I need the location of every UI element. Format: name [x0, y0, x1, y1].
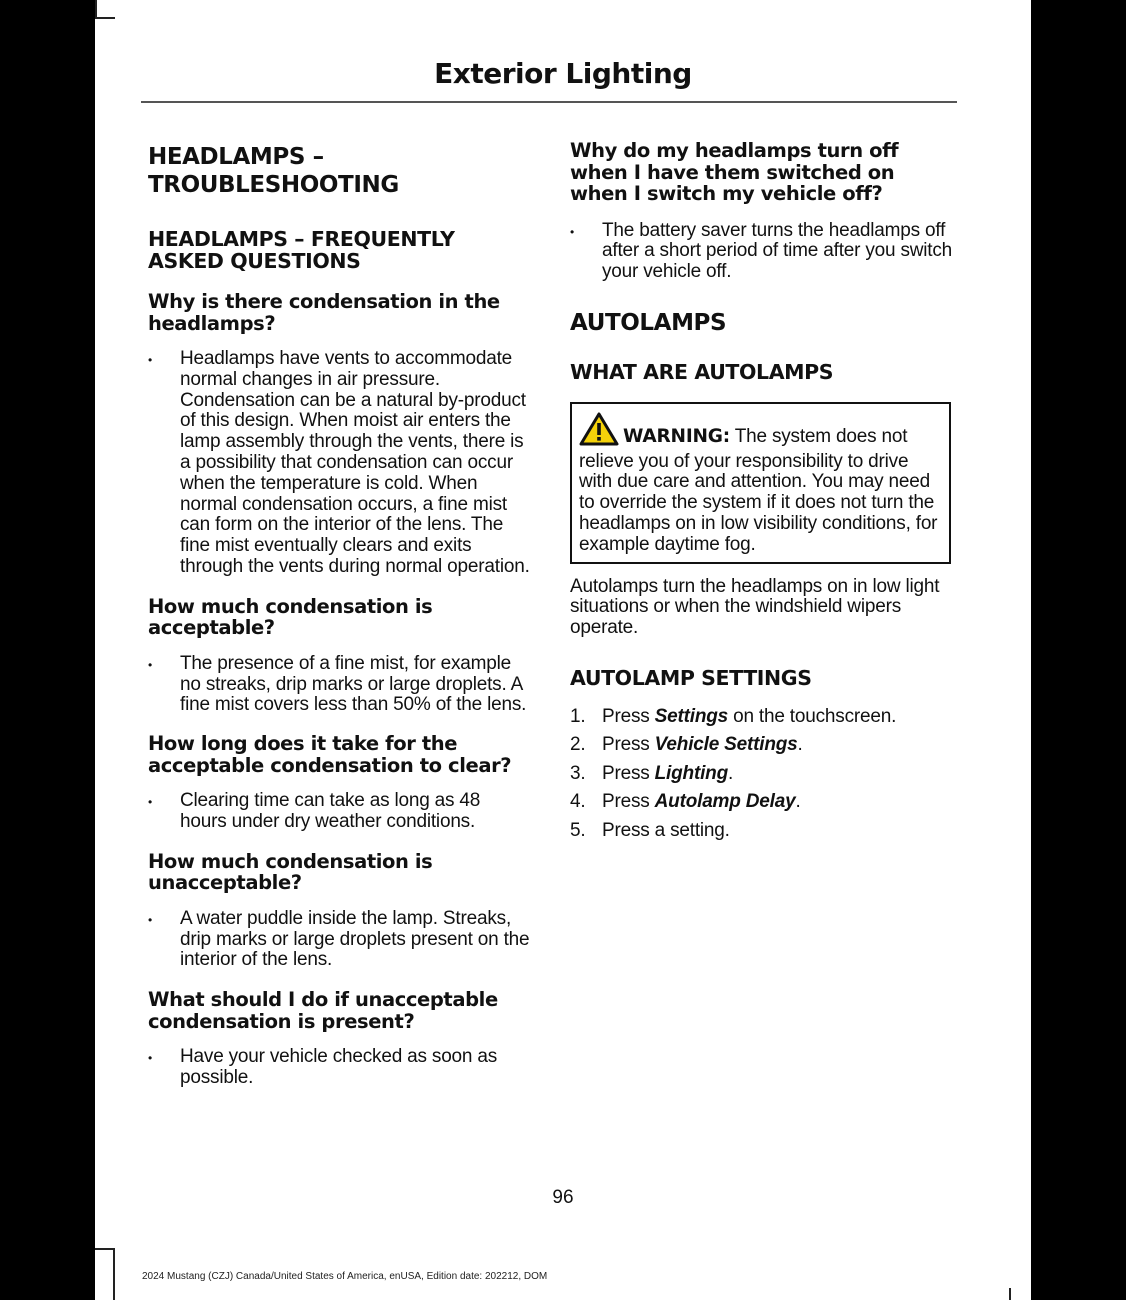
answer-list-5: [148, 1047, 538, 1089]
question-1: Why is there condensation in the headlamps?: [148, 290, 500, 335]
autolamps-heading: AUTOLAMPS: [570, 309, 727, 336]
page-number: 96: [552, 1187, 574, 1208]
list-item: • Headlamps have vents to accommodate normal changes in air pressure. Condensation can be a natural by-product of this design. When moist air enters the lamp assembly through the vents, there is a possibility that condensation can occur when the temperature is cold. When normal condensation occurs, a fine mist can form on the interior of the lens. The fine mist eventually clears and exits through the vents during normal operation.: [148, 349, 530, 578]
crop-mark-bottom-left-v: [113, 1248, 115, 1300]
faq-heading: HEADLAMPS – FREQUENTLY ASKED QUESTIONS: [148, 227, 455, 273]
warning-triangle-icon: [579, 412, 619, 452]
question-4: How much condensation is unacceptable?: [148, 849, 433, 895]
crop-mark-bottom-right: [1009, 1288, 1011, 1300]
warning-label: WARNING:: [623, 425, 730, 447]
warning-text: [579, 412, 941, 556]
crop-mark-top-left: [95, 0, 97, 18]
section-heading-troubleshooting: HEADLAMPS – TROUBLESHOOTING: [148, 144, 399, 198]
crop-mark-bottom-left: [95, 1248, 115, 1250]
answer-list-3: [148, 791, 538, 833]
page-title: Exterior Lighting: [434, 57, 692, 90]
crop-mark-top-left-h: [95, 17, 115, 19]
answer-list-1: [148, 349, 538, 578]
step-item: 1. Press Settings on the touchscreen.: [570, 706, 897, 728]
left-column: [148, 143, 538, 1089]
title-rule: [141, 101, 957, 103]
list-item: • A water puddle inside the lamp. Streaks, drip marks or large droplets present on the interior of the lens.: [148, 909, 530, 971]
edition-footer: 2024 Mustang (CZJ) Canada/United States of America, enUSA, Edition date: 202212, DOM: [142, 1271, 548, 1282]
question-headlamps-off: Why do my headlamps turn off when I have them switched on when I switch my vehicle off?: [570, 139, 899, 205]
warning-box: [570, 402, 951, 564]
answer-list-headlamps-off: [570, 221, 955, 283]
step-item: 3. Press Lighting.: [570, 762, 734, 784]
autolamps-description: Autolamps turn the headlamps on in low light situations or when the windshield wipers operate.: [570, 575, 940, 639]
warning-body: The system does not relieve you of your responsibility to drive with due care and attention. You may need to override the system if it does not turn the headlamps on in low visibility conditions, for example daytime fog.: [579, 425, 938, 555]
question-5: What should I do if unacceptable condensation is present?: [148, 988, 498, 1033]
list-item: • The presence of a fine mist, for example no streaks, drip marks or large droplets. A fine mist covers less than 50% of the lens.: [148, 654, 530, 716]
step-item: 4. Press Autolamp Delay.: [570, 791, 801, 813]
answer-list-2: [148, 654, 538, 716]
step-item: 5. Press a setting.: [570, 819, 730, 841]
question-3: How long does it take for the acceptable condensation to clear?: [148, 732, 512, 777]
settings-steps: [570, 707, 955, 841]
autolamp-settings-heading: AUTOLAMP SETTINGS: [570, 666, 812, 691]
what-are-autolamps-heading: WHAT ARE AUTOLAMPS: [570, 359, 834, 384]
list-item: • The battery saver turns the headlamps off after a short period of time after you switch your vehicle off.: [570, 221, 957, 283]
right-column: [570, 140, 955, 849]
question-2: How much condensation is acceptable?: [148, 594, 433, 640]
list-item: • Clearing time can take as long as 48 hours under dry weather conditions.: [148, 791, 530, 833]
answer-list-4: [148, 909, 538, 971]
list-item: • Have your vehicle checked as soon as possible.: [148, 1047, 530, 1089]
step-item: 2. Press Vehicle Settings.: [570, 734, 803, 756]
manual-page: [95, 0, 1031, 1300]
